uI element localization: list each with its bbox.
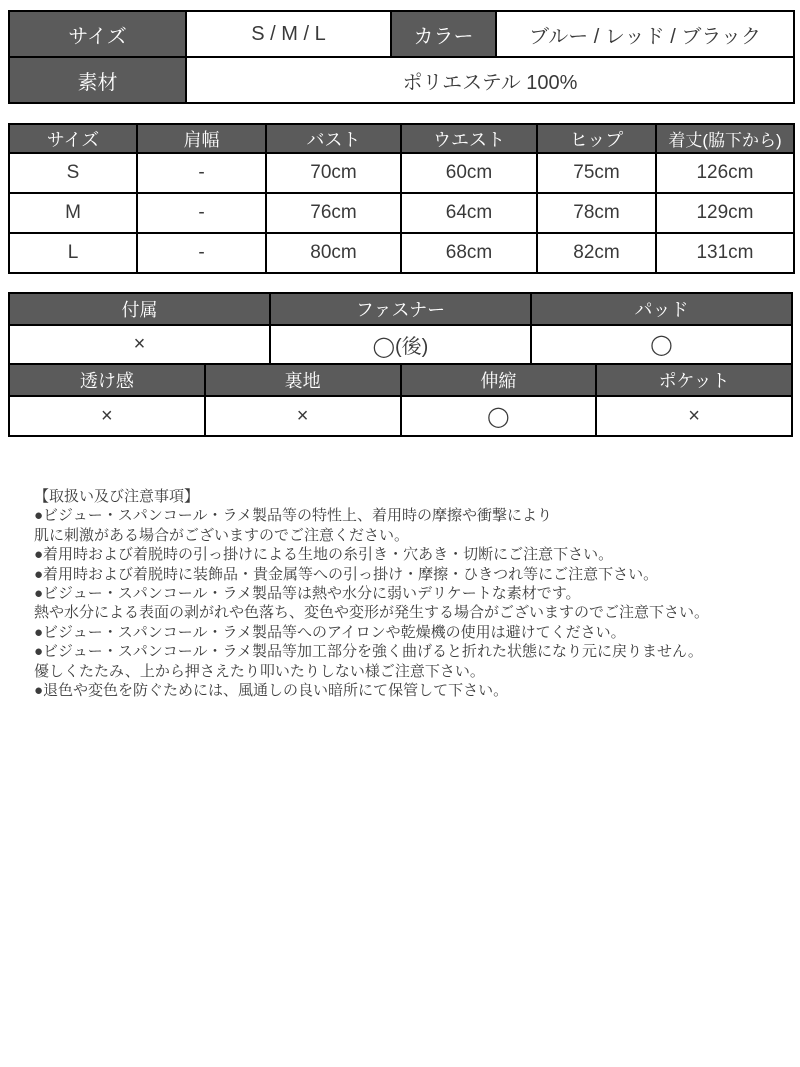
care-note-line: ●着用時および着脱時の引っ掛けによる生地の糸引き・穴あき・切断にご注意下さい。	[34, 546, 614, 564]
column-header-stretch: 伸縮	[401, 364, 597, 396]
care-note-line: ●退色や変色を防ぐためには、風通しの良い暗所にて保管して下さい。	[34, 682, 509, 700]
cell-hip: 75cm	[537, 153, 656, 193]
size-label: サイズ	[9, 11, 186, 57]
care-note-line: ●着用時および着脱時に装飾品・貴金属等への引っ掛け・摩擦・ひきつれ等にご注意下さい。	[34, 565, 659, 583]
color-label: カラー	[391, 11, 496, 57]
cell-fastener-value: ◯(後)	[270, 325, 531, 364]
cell-pocket-value: ×	[596, 396, 792, 436]
column-header-fastener: ファスナー	[270, 293, 531, 325]
cell-shoulder: -	[137, 193, 266, 233]
cell-bust: 80cm	[266, 233, 401, 273]
care-note-line: 肌に刺激がある場合がございますのでご注意ください。	[34, 526, 410, 544]
column-header-pad: パッド	[531, 293, 792, 325]
cell-waist: 68cm	[401, 233, 537, 273]
care-note-line: 優しくたたみ、上から押さえたり叩いたりしない様ご注意下さい。	[34, 662, 485, 680]
cell-bust: 70cm	[266, 153, 401, 193]
size-chart-row-l	[9, 233, 794, 273]
material-value: ポリエステル 100%	[186, 57, 794, 103]
care-notes-title: 【取扱い及び注意事項】	[34, 488, 200, 505]
column-header-sheerness: 透け感	[9, 364, 205, 396]
care-notes	[8, 487, 793, 700]
column-header-length: 着丈(脇下から)	[656, 124, 794, 153]
spec-accessories-value-row	[9, 325, 792, 364]
care-note-line: 熱や水分による表面の剥がれや色落ち、変色や変形が発生する場合がございますのでご注意下さい。	[34, 604, 710, 622]
cell-lining-value: ×	[205, 396, 401, 436]
care-note-line: ●ビジュー・スパンコール・ラメ製品等の特性上、着用時の摩擦や衝撃により	[34, 507, 553, 525]
cell-hip: 78cm	[537, 193, 656, 233]
column-header-pocket: ポケット	[596, 364, 792, 396]
column-header-lining: 裏地	[205, 364, 401, 396]
cell-length: 126cm	[656, 153, 794, 193]
size-chart-row-s	[9, 153, 794, 193]
cell-pad-value: ◯	[531, 325, 792, 364]
size-chart-table	[8, 123, 795, 274]
size-value: S / M / L	[186, 11, 391, 57]
spec-accessories-table	[8, 292, 793, 365]
care-note-line: ●ビジュー・スパンコール・ラメ製品等へのアイロンや乾燥機の使用は避けてください。	[34, 623, 626, 641]
cell-size: L	[9, 233, 137, 273]
cell-length: 131cm	[656, 233, 794, 273]
material-label: 素材	[9, 57, 186, 103]
column-header-hip: ヒップ	[537, 124, 656, 153]
cell-size: M	[9, 193, 137, 233]
spec-features-header-row	[9, 364, 792, 396]
cell-length: 129cm	[656, 193, 794, 233]
cell-shoulder: -	[137, 233, 266, 273]
column-header-waist: ウエスト	[401, 124, 537, 153]
cell-sheerness-value: ×	[9, 396, 205, 436]
column-header-size: サイズ	[9, 124, 137, 153]
column-header-bust: バスト	[266, 124, 401, 153]
product-info-row-2	[9, 57, 794, 103]
column-header-shoulder: 肩幅	[137, 124, 266, 153]
care-note-line: ●ビジュー・スパンコール・ラメ製品等加工部分を強く曲げると折れた状態になり元に戻りません。	[34, 643, 703, 661]
cell-stretch-value: ◯	[401, 396, 597, 436]
product-info-table	[8, 10, 795, 104]
cell-bust: 76cm	[266, 193, 401, 233]
size-chart-header-row	[9, 124, 794, 153]
size-chart-row-m	[9, 193, 794, 233]
cell-accessory-value: ×	[9, 325, 270, 364]
cell-size: S	[9, 153, 137, 193]
column-header-accessory: 付属	[9, 293, 270, 325]
spec-features-value-row	[9, 396, 792, 436]
product-info-row-1	[9, 11, 794, 57]
cell-waist: 64cm	[401, 193, 537, 233]
cell-hip: 82cm	[537, 233, 656, 273]
cell-waist: 60cm	[401, 153, 537, 193]
cell-shoulder: -	[137, 153, 266, 193]
care-note-line: ●ビジュー・スパンコール・ラメ製品等は熱や水分に弱いデリケートな素材です。	[34, 585, 581, 603]
spec-features-table	[8, 363, 793, 437]
color-value: ブルー / レッド / ブラック	[496, 11, 794, 57]
spec-accessories-header-row	[9, 293, 792, 325]
